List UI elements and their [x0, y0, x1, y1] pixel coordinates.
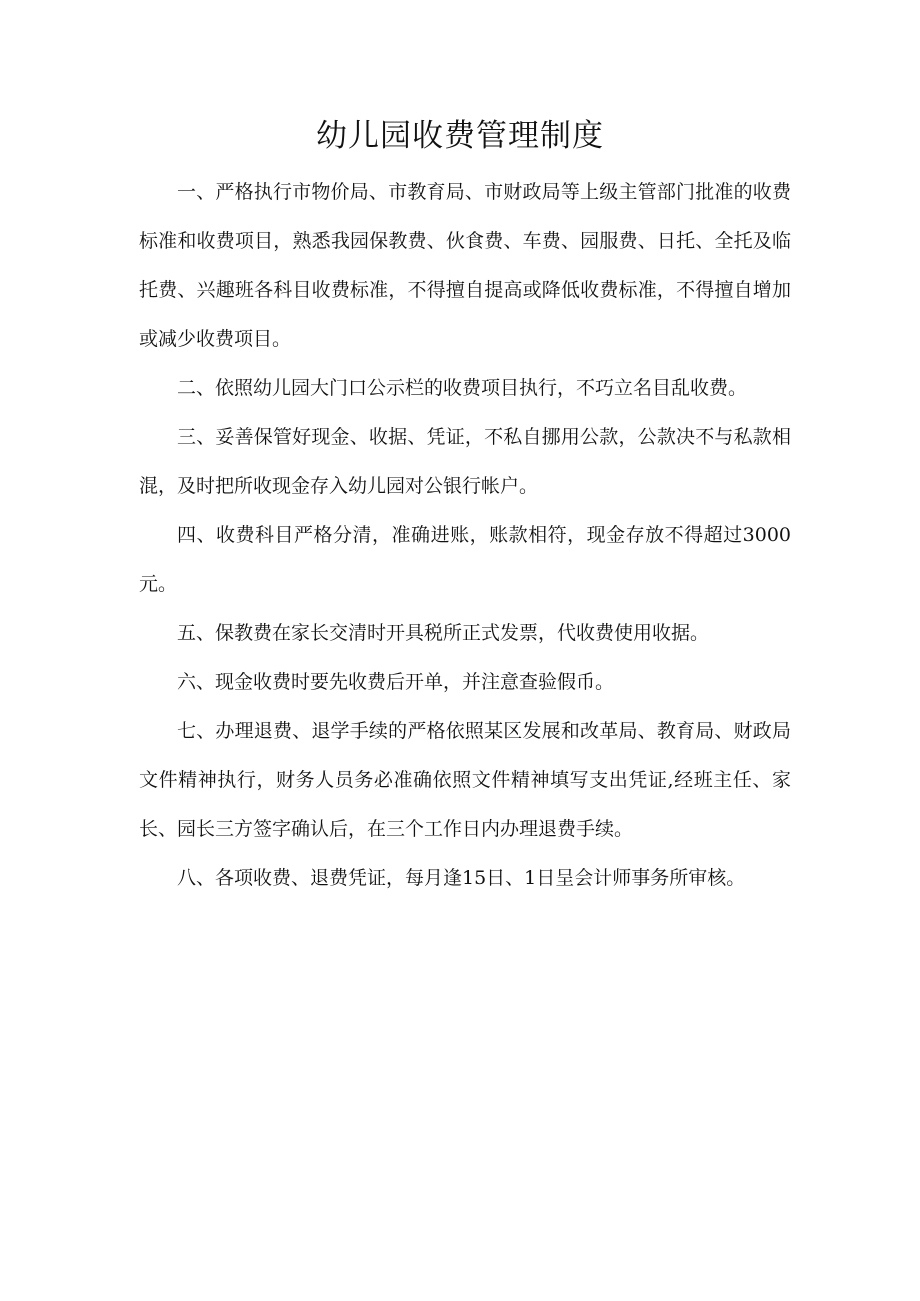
paragraph-8: 八、各项收费、退费凭证，每月逢15日、1日呈会计师事务所审核。 [177, 867, 746, 889]
paragraph-5: 五、保教费在家长交清时开具税所正式发票，代收费使用收据。 [177, 622, 710, 644]
paragraph-2: 二、依照幼儿园大门口公示栏的收费项目执行，不巧立名目乱收费。 [177, 377, 748, 399]
document-body [139, 168, 791, 903]
paragraph-3: 三、妥善保管好现金、收据、凭证，不私自挪用公款，公款决不与私款相混，及时把所收现金存入幼儿园对公银行帐户。 [139, 426, 791, 497]
document-title: 幼儿园收费管理制度 [316, 118, 604, 154]
paragraph-1: 一、严格执行市物价局、市教育局、市财政局等上级主管部门批准的收费标准和收费项目，熟悉我园保教费、伙食费、车费、园服费、日托、全托及临托费、兴趣班各科目收费标准，不得擅自提高或降低收费标准，不得擅自增加或减少收费项目。 [139, 181, 791, 350]
paragraph-7: 七、办理退费、退学手续的严格依照某区发展和改革局、教育局、财政局文件精神执行，财务人员务必准确依照文件精神填写支出凭证,经班主任、家长、园长三方签字确认后，在三个工作日内办理退费手续。 [139, 720, 791, 840]
paragraph-6: 六、现金收费时要先收费后开单，并注意查验假币。 [177, 671, 615, 693]
paragraph-4: 四、收费科目严格分清，准确进账，账款相符，现金存放不得超过3000元。 [139, 524, 791, 595]
